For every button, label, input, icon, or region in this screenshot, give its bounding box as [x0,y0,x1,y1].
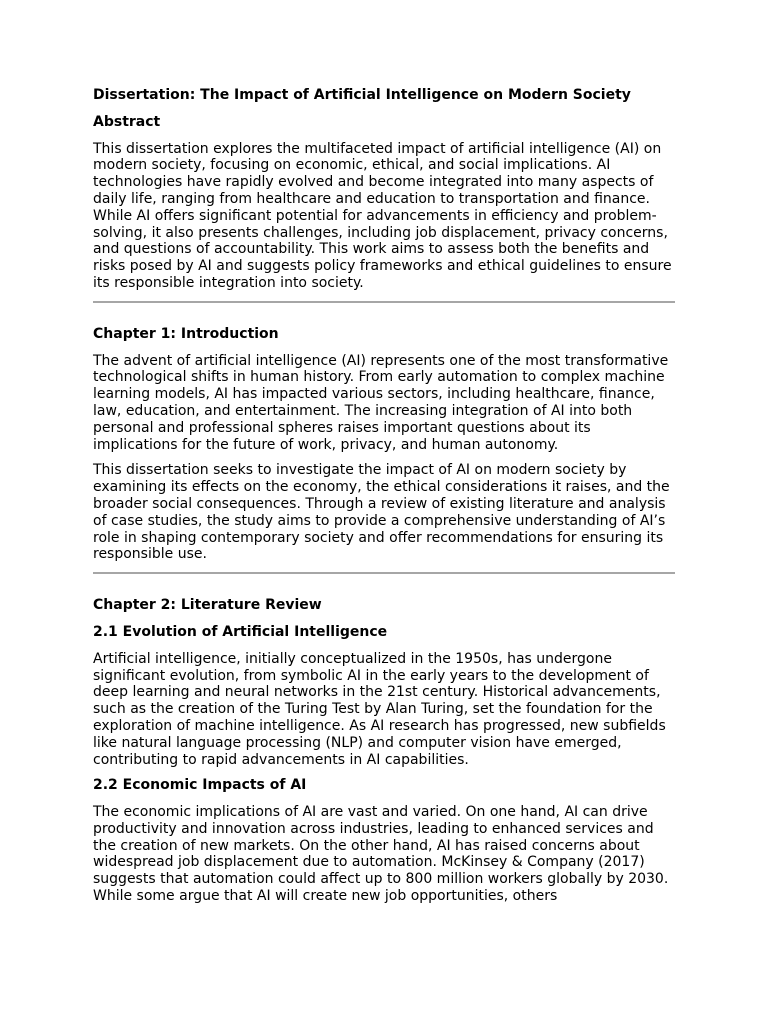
section-2-1-paragraph: Artificial intelligence, initially conceptualized in the 1950s, has undergone significant evolution, from symbolic AI in the early years to the development of deep learning and neural networks in the 21st century. Historical advancements, such as the creation of the Turing Test by Alan Turing, set the foundation for the exploration of machine intelligence. As AI research has progressed, new subfields like natural language processing (NLP) and computer vision have emerged, contributing to rapid advancements in AI capabilities. [93,650,666,768]
document-title: Dissertation: The Impact of Artificial Intelligence on Modern Society [93,87,631,103]
section-2-2-heading: 2.2 Economic Impacts of AI [93,777,307,794]
section-2-1-heading: 2.1 Evolution of Artificial Intelligence [93,623,388,640]
section-divider [93,301,675,303]
section-2-2-paragraph: The economic implications of AI are vast and varied. On one hand, AI can drive productivity and innovation across industries, leading to enhanced services and the creation of new markets. On the other hand, AI has raised concerns about widespread job displacement due to automation. McKinsey & Company (2017) suggests that automation could affect up to 800 million workers globally by 2030. While some argue that AI will create new job opportunities, others [93,804,669,905]
section-divider [93,572,675,574]
document-content [93,87,675,914]
chapter-1-heading: Chapter 1: Introduction [93,325,279,342]
chapter-1-paragraph-1: The advent of artificial intelligence (AI) represents one of the most transformative technological shifts in human history. From early automation to complex machine learning models, AI has impacted various sectors, including healthcare, finance, law, education, and entertainment. The increasing integration of AI into both personal and professional spheres raises important questions about its implications for the future of work, privacy, and human autonomy. [93,352,669,453]
abstract-paragraph: This dissertation explores the multifaceted impact of artificial intelligence (AI) on modern society, focusing on economic, ethical, and social implications. AI technologies have rapidly evolved and become integrated into many aspects of daily life, ranging from healthcare and education to transportation and finance. While AI offers significant potential for advancements in efficiency and problem-solving, it also presents challenges, including job displacement, privacy concerns, and questions of accountability. This work aims to assess both the benefits and risks posed by AI and suggests policy frameworks and ethical guidelines to ensure its responsible integration into society. [93,140,672,291]
chapter-2-heading: Chapter 2: Literature Review [93,597,322,614]
abstract-heading: Abstract [93,113,161,130]
chapter-1-paragraph-2: This dissertation seeks to investigate the impact of AI on modern society by examining its effects on the economy, the ethical considerations it raises, and the broader social consequences. Through a review of existing literature and analysis of case studies, the study aims to provide a comprehensive understanding of AI’s role in shaping contemporary society and offer recommendations for ensuring its responsible use. [93,462,670,563]
